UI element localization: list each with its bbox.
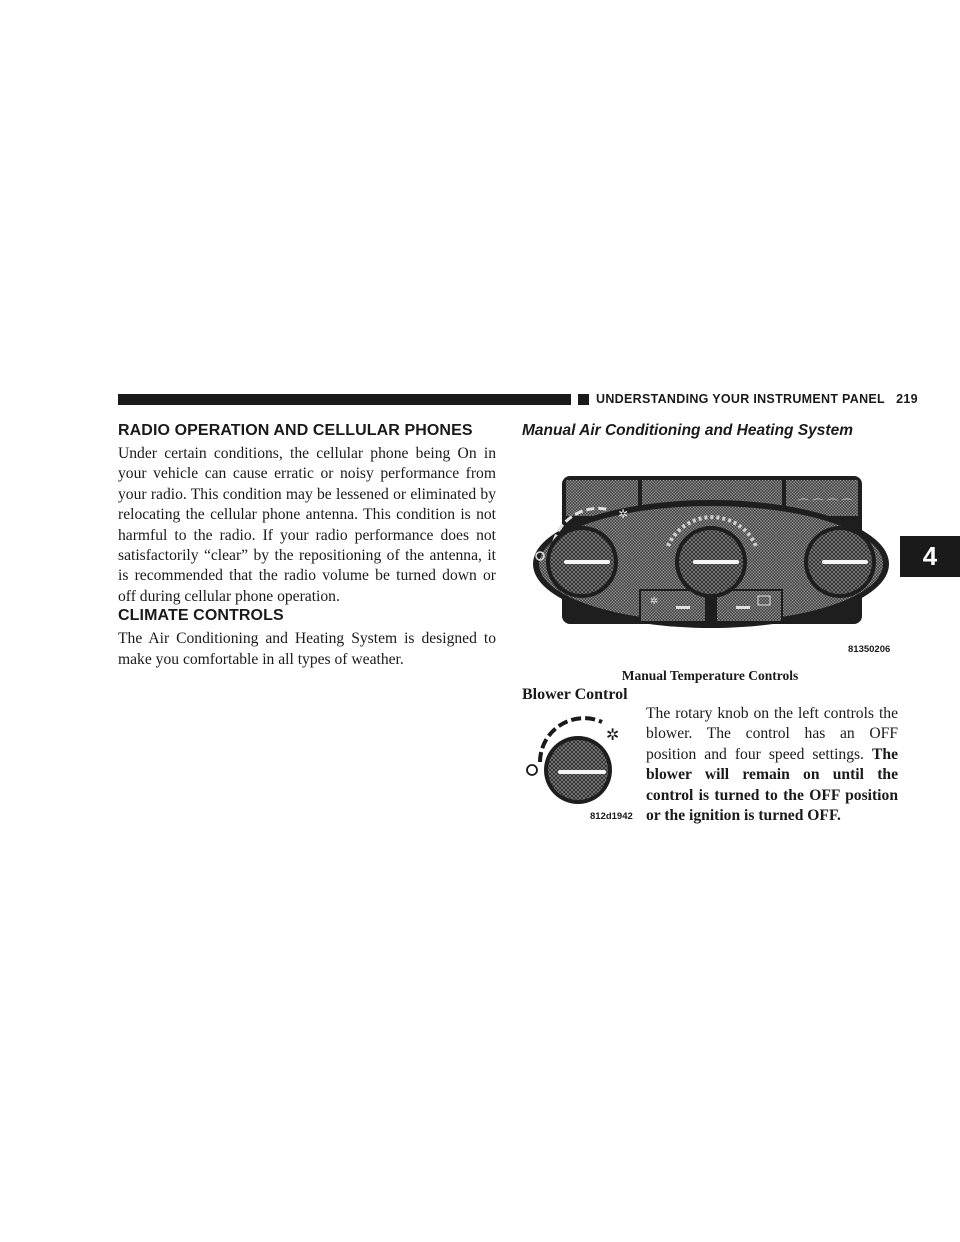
right-column [522, 422, 898, 440]
blower-description-bold: The blower will remain on until the control is turned to the OFF position or the ignition is turned OFF. [646, 745, 898, 825]
blower-description [646, 704, 898, 826]
running-title: UNDERSTANDING YOUR INSTRUMENT PANEL [596, 392, 885, 406]
svg-text:⌒ ⌒ ⌒ ⌒: ⌒ ⌒ ⌒ ⌒ [798, 498, 853, 511]
figure-caption: Manual Temperature Controls [621, 668, 799, 683]
figure-code-panel: 81350206 [848, 644, 891, 655]
running-header [596, 392, 918, 406]
svg-text:✲: ✲ [618, 507, 629, 521]
header-rule [118, 394, 571, 405]
svg-text:✲: ✲ [606, 725, 620, 744]
blower-knob-illustration [522, 712, 640, 810]
climate-panel-illustration [530, 476, 892, 656]
subsection-heading: Manual Air Conditioning and Heating System [522, 422, 853, 439]
blower-control-heading: Blower Control [522, 686, 628, 703]
header-square [578, 394, 589, 405]
chapter-tab: 4 [900, 536, 960, 577]
svg-text:✲: ✲ [650, 596, 659, 607]
figure-code-knob: 812d1942 [590, 811, 633, 822]
page-number: 219 [896, 392, 918, 406]
section-heading-radio: RADIO OPERATION AND CELLULAR PHONES [118, 422, 473, 439]
section-body-radio: Under certain conditions, the cellular phone being On in your vehicle can cause erratic or noisy performance from your radio. This condition may be lessened or eliminated by relocating the cellular phone antenna. This condition is not harmful to the radio. If your radio performance does not satisfactorily “clear” by the repositioning of the antenna, it is recommended that the radio volume be turned down or off during cellular phone operation. [118, 445, 496, 605]
section-heading-climate: CLIMATE CONTROLS [118, 607, 284, 625]
section-body-climate: The Air Conditioning and Heating System is designed to make you comfortable in all types of weather. [118, 630, 496, 668]
left-column [118, 422, 496, 670]
blower-description-plain: The rotary knob on the left controls the blower. The control has an OFF position and four speed settings. [646, 705, 898, 763]
